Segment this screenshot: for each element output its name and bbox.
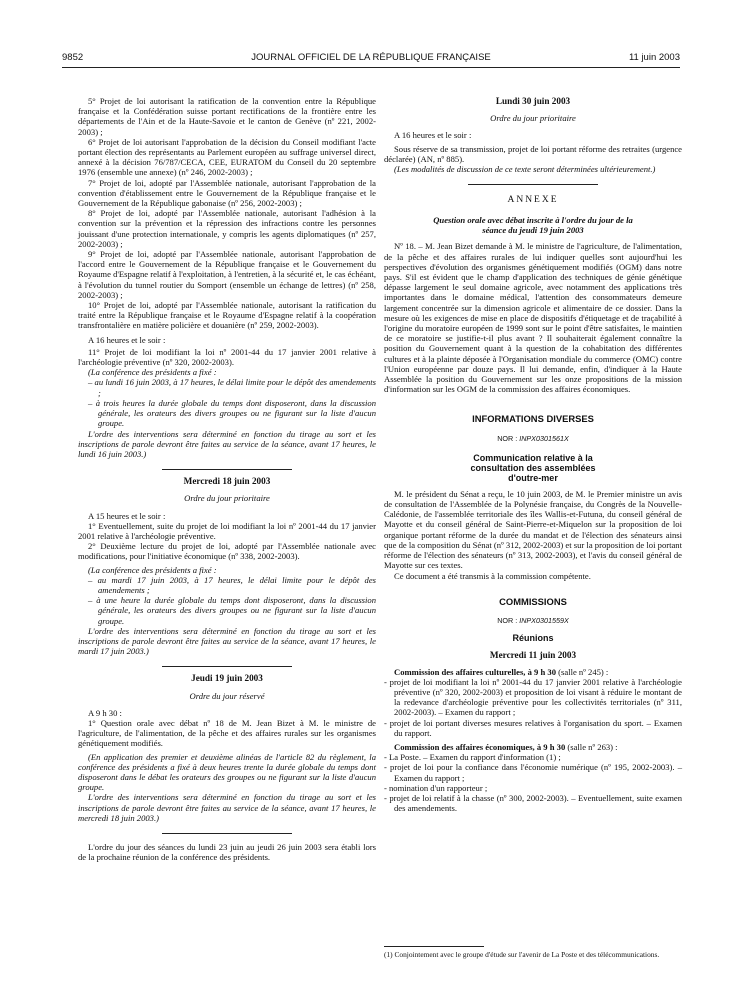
oral-question-heading: Question orale avec débat inscrite à l'ordre du jour de la séance du jeudi 19 juin 2003 (433, 215, 633, 236)
right-column (384, 96, 682, 813)
communication-text: M. le président du Sénat a reçu, le 10 juin 2003, de M. le Premier ministre un avis de consultation de l'Assemblée de la Polynésie française, du Congrès de la Nouvelle-Calédonie, de l'assemblée territoriale des îles Wallis-et-Futuna, du conseil général de Mayotte et du conseil général de Saint-Pierre-et-Miquelon sur la proposition de loi organique portant réforme de la durée du mandat et de l'élection des sénateurs ainsi que de la composition du Sénat (nº 312, 2002-2003) et sur la proposition de loi portant réforme de l'élection des sénateurs (nº 313, 2002-2003), et l'avis du conseil général de Mayotte sur ces textes. (384, 488, 682, 571)
culture-commission-heading: Commission des affaires culturelles, à 9 h 30 (394, 666, 557, 677)
time-16h: A 16 heures et le soir : (88, 334, 166, 345)
bill-item-11: 11° Projet de loi modifiant la loi nº 2001-44 du 17 janvier 2001 relative à l'archéologie préventive (nº 320, 2002-2003). (78, 346, 376, 368)
reunions-heading: Réunions (512, 633, 554, 644)
day-heading-monday: Lundi 30 juin 2003 (495, 96, 571, 106)
economy-agenda-item: - projet de loi pour la confiance dans l'économie numérique (nº 195, 2002-2003). – Examen du rapport ; (384, 762, 682, 783)
left-column (78, 96, 376, 862)
culture-commission-room: (salle nº 245) : (556, 666, 609, 677)
next-sessions-note: L'ordre du jour des séances du lundi 23 juin au jeudi 26 juin 2003 sera établi lors de la prochaine réunion de la conférence des présidents. (78, 842, 376, 863)
modalities-note: (Les modalités de discussion de ce texte seront déterminées ultérieurement.) (394, 164, 656, 175)
agenda-type: Ordre du jour prioritaire (490, 113, 576, 124)
economy-agenda-item: - La Poste. – Examen du rapport d'information (1) ; (384, 752, 561, 763)
time-15h: A 15 heures et le soir : (88, 510, 166, 521)
bill-item-8: 8° Projet de loi, adopté par l'Assemblée nationale, autorisant l'adhésion à la convention sur la prévention et la répression des infractions contre les personnes jouissant d'une protection internationale, y compris les agents diplomatiques (nº 257, 2002-2003) ; (78, 208, 376, 249)
culture-agenda-item: - projet de loi portant diverses mesures relatives à l'organisation du sport. – Examen du rapport. (384, 717, 682, 738)
conference-intro: (La conférence des présidents a fixé : (88, 367, 217, 378)
agenda-type: Ordre du jour prioritaire (184, 493, 270, 504)
section-separator (468, 184, 598, 185)
culture-agenda-item: - projet de loi modifiant la loi nº 2001-44 du 17 janvier 2001 relative à l'archéologie préventive (nº 320, 2002-2003) et proposition de loi visant à réduire le montant de la redevance d'archéologie préventive pour les collectivités territoriales (nº 311, 2002-2003). – Examen du rapport ; (384, 676, 682, 718)
nor-code: INPX0301559X (519, 615, 569, 625)
oral-question-text: Nº 18. – M. Jean Bizet demande à M. le ministre de l'agriculture, de l'alimentation, de la pêche et des affaires rurales de lui indiquer quelles sont aujourd'hui les perspectives d'évolution des organismes génétiquement modifiés (OGM) dans notre pays. S'il est évident que le champ d'application des techniques de génie génétique dépasse largement le seul domaine agricole, avec notamment des applications très importantes dans le domaine médical, l'attention des consommateurs demeure largement concentrée sur la dimension agricole et alimentaire de ce dossier. Dans la mesure où les exigences de mise en place de dispositifs d'étiquetage et de traçabilité à l'origine du moratoire européen de 1999 sont sur le point d'être satisfaites, le maintien de ce moratoire se justifie-t-il plus avant ? Il souhaiterait également connaître la position du Gouvernement quant à la question de la cohabitation des différentes cultures et à la plainte déposée à l'Organisation mondiale du commerce (OMC) contre l'Union européenne par douze pays. Il lui demande, enfin, d'indiquer à la Haute Assemblée la position du Gouvernement sur les onze propositions de la mission d'information sur les OGM de la commission des affaires économiques. (384, 241, 682, 395)
bill-item-9: 9° Projet de loi, adopté par l'Assemblée nationale, autorisant l'approbation de l'accord entre le Gouvernement de la République française et le Gouvernement du Royaume d'Espagne relatif à l'exploitation, à l'entretien, à la sécurité et, le cas échéant, à l'évolution du tunnel routier du Somport (ensemble un échange de lettres) (nº 258, 2002-2003) ; (78, 249, 376, 300)
section-separator (162, 469, 292, 470)
page-header (62, 52, 680, 68)
economy-agenda-item: - projet de loi relatif à la chasse (nº 300, 2002-2003). – Eventuellement, suite examen des amendements. (384, 792, 682, 814)
section-separator (162, 666, 292, 667)
economy-commission-heading: Commission des affaires économiques, à 9 h 30 (394, 741, 566, 752)
conference-item: – au lundi 16 juin 2003, à 17 heures, le délai limite pour le dépôt des amendements ; (88, 377, 376, 398)
issue-date: 11 juin 2003 (628, 52, 680, 63)
nor-code: INPX0301561X (519, 433, 569, 443)
section-separator (162, 833, 292, 834)
wed-item-2: 2° Deuxième lecture du projet de loi, adopté par l'Assemblée nationale avec modifications, pour l'initiative économique (nº 338, 2002-2003). (78, 541, 376, 562)
economy-commission-room: (salle nº 263) : (565, 741, 618, 752)
header-rule (62, 67, 680, 68)
pension-reform-item: Sous réserve de sa transmission, projet de loi portant réforme des retraites (urgence déclarée) (AN, nº 885). (384, 143, 682, 164)
thu-item-1: 1° Question orale avec débat nº 18 de M. Jean Bizet à M. le ministre de l'agriculture, de l'alimentation, de la pêche et des affaires rurales sur les organismes génétiquement modifiés. (78, 717, 376, 749)
bill-item-5: 5° Projet de loi autorisant la ratification de la convention entre la République française et la Confédération suisse portant rectifications de la frontière entre les départements de l'Ain et de la Haute-Savoie et le canton de Genève (nº 221, 2002-2003) ; (78, 96, 376, 137)
bill-item-7: 7° Projet de loi, adopté par l'Assemblée nationale, autorisant l'approbation de la convention d'établissement entre le Gouvernement de la République française et le Gouvernement de la République gabonaise (nº 256, 2002-2003) ; (78, 177, 376, 209)
footnote-rule (384, 946, 484, 947)
conference-order-text: L'ordre des interventions sera déterminé en fonction du tirage au sort et les inscriptions de parole devront être faites au service de la séance, avant 17 heures, le lundi 16 juin 2003.) (78, 428, 376, 459)
time-16h: A 16 heures et le soir : (394, 130, 472, 141)
communication-heading: Communication relative à la consultation des assemblées d'outre-mer (470, 452, 596, 483)
info-diverses-heading: INFORMATIONS DIVERSES (472, 413, 594, 425)
conference-item: – à une heure la durée globale du temps dont disposeront, dans la discussion générale, les orateurs des divers groupes ou ne figurant sur la liste d'aucun groupe. (88, 595, 376, 626)
commissions-heading: COMMISSIONS (499, 595, 567, 607)
time-9h30: A 9 h 30 : (88, 707, 122, 718)
nor-label: NOR : (497, 433, 518, 443)
day-heading-wednesday-11: Mercredi 11 juin 2003 (489, 650, 577, 661)
conference-item: – au mardi 17 juin 2003, à 17 heures, le délai limite pour le dépôt des amendements ; (88, 574, 376, 595)
culture-commission-line (384, 667, 682, 677)
annex-heading: ANNEXE (507, 195, 559, 206)
bill-item-10: 10° Projet de loi, adopté par l'Assemblée nationale, autorisant la ratification du traité entre la République française et le Royaume d'Espagne relatif à la coopération transfrontalière en matière policière et douanière (nº 259, 2002-2003). (78, 300, 376, 331)
day-heading-thursday: Jeudi 19 juin 2003 (191, 673, 263, 684)
conference-item: – à trois heures la durée globale du temps dont disposeront, dans la discussion générale, les orateurs des divers groupes ou ne figurant sur la liste d'aucun groupe. (88, 397, 376, 429)
conference-order-text: L'ordre des interventions sera déterminé en fonction du tirage au sort et les inscriptions de parole devront être faites au service de la séance, avant 17 heures, le mercredi 18 juin 2003.) (78, 792, 376, 823)
journal-title: JOURNAL OFFICIEL DE LA RÉPUBLIQUE FRANÇAISE (251, 52, 491, 63)
bill-item-6: 6° Projet de loi autorisant l'approbation de la décision du Conseil modifiant l'acte portant élection des représentants au Parlement européen au suffrage universel direct, annexé à la décision 76/787/CECA, CEE, EURATOM du Conseil du 20 septembre 1976 (ensemble une annexe) (nº 246, 2002-2003) ; (78, 136, 376, 178)
economy-agenda-item: - nomination d'un rapporteur ; (384, 782, 488, 793)
day-heading-wednesday: Mercredi 18 juin 2003 (183, 476, 271, 487)
application-note: (En application des premier et deuxième alinéas de l'article 82 du règlement, la conférence des présidents a fixé à deux heures trente la durée globale du temps dont disposeront dans le débat les orateurs des groupes ou ne figurant sur la liste d'aucun groupe. (78, 751, 376, 793)
conference-intro: (La conférence des présidents a fixé : (88, 564, 217, 575)
economy-commission-line (384, 742, 682, 752)
page-number: 9852 (62, 52, 84, 63)
agenda-type: Ordre du jour réservé (189, 690, 265, 701)
footnote: (1) Conjointement avec le groupe d'étude sur l'avenir de La Poste et des télécommunications. (384, 950, 660, 959)
wed-item-1: 1° Eventuellement, suite du projet de loi modifiant la loi nº 2001-44 du 17 janvier 2001 relative à l'archéologie préventive. (78, 520, 376, 541)
communication-transmitted: Ce document a été transmis à la commission compétente. (394, 570, 591, 581)
conference-order-text: L'ordre des interventions sera déterminé en fonction du tirage au sort et les inscriptions de parole devront être faites au service de la séance, avant 17 heures, le mardi 17 juin 2003.) (78, 625, 376, 657)
nor-reference (384, 616, 682, 626)
nor-reference (384, 434, 682, 444)
nor-label: NOR : (497, 615, 518, 625)
